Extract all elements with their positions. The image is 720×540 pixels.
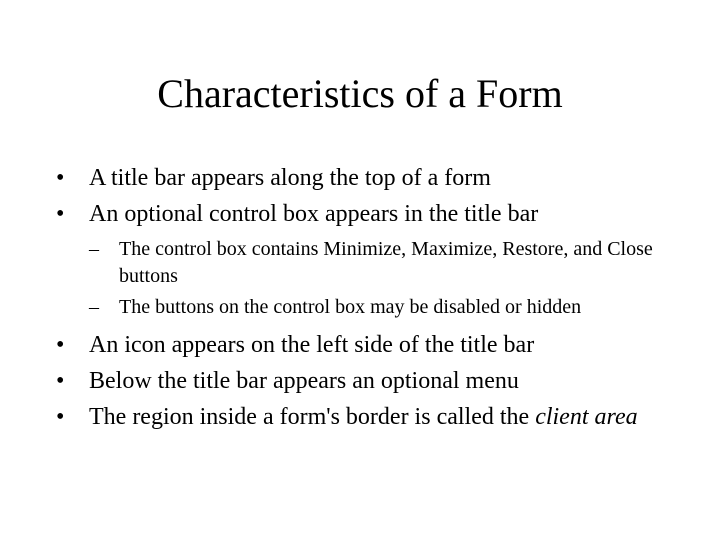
- bullet-text: A title bar appears along the top of a form: [89, 165, 491, 191]
- bullet-text: The region inside a form's border is called the: [89, 404, 536, 430]
- sub-bullet-marker: –: [89, 296, 99, 318]
- bullet-emphasis: client area: [535, 404, 638, 430]
- bullet-item: [56, 363, 676, 399]
- bullet-text: An optional control box appears in the title bar: [89, 201, 539, 227]
- sub-bullet-item: [89, 236, 676, 290]
- sub-bullet-list: [89, 236, 676, 321]
- bullet-item: [56, 196, 676, 321]
- bullet-marker: •: [56, 404, 65, 430]
- slide-title: Characteristics of a Form: [157, 71, 563, 116]
- sub-bullet-item: [89, 294, 676, 321]
- sub-bullet-text: The buttons on the control box may be disabled or hidden: [119, 296, 582, 318]
- bullet-item: [56, 327, 676, 363]
- bullet-marker: •: [56, 332, 65, 358]
- sub-bullet-text: The control box contains Minimize, Maximize, Restore, and Close buttons: [119, 238, 653, 287]
- bullet-item: [56, 160, 676, 196]
- bullet-item: [56, 399, 676, 435]
- bullet-marker: •: [56, 165, 65, 191]
- bullet-marker: •: [56, 368, 65, 394]
- bullet-list: [56, 160, 676, 435]
- bullet-marker: •: [56, 201, 65, 227]
- bullet-text: An icon appears on the left side of the title bar: [89, 332, 535, 358]
- sub-bullet-marker: –: [89, 238, 99, 260]
- bullet-text: Below the title bar appears an optional menu: [89, 368, 519, 394]
